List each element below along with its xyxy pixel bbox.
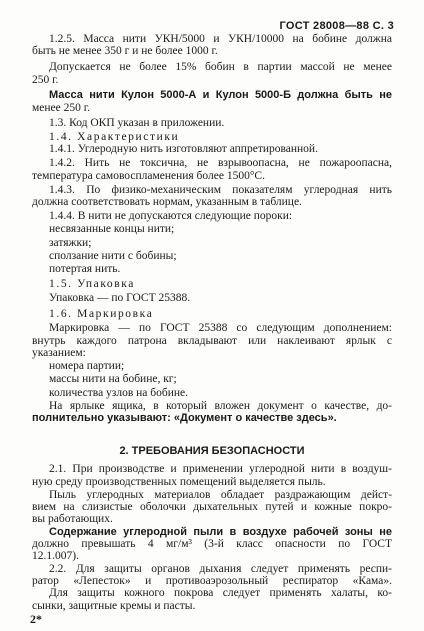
list-item: номера партии;	[49, 360, 125, 372]
text-line: менее 250 г.	[32, 101, 91, 114]
text-line: ную среду производственных помещений выделяется пыль.	[32, 475, 326, 488]
text-line: 1.4.3. По физико-механическим показателям углеродная нить	[49, 183, 392, 196]
text-line: 1.4.2. Нить не токсична, не взрывоопасна, не пожароопасна,	[49, 157, 392, 170]
list-item: массы нити на бобине, кг;	[49, 373, 177, 386]
text-line: указанием:	[32, 346, 86, 359]
list-item: несвязанные концы нити;	[49, 222, 175, 235]
text-line: Маркировка — по ГОСТ 25388 со следующим дополнением:	[49, 322, 392, 335]
text-line: Для защиты кожного покрова следует применять халаты, ко-	[49, 587, 392, 600]
text-line: сынки, защитные кремы и пасты.	[32, 599, 196, 612]
list-item: количества узлов на бобине.	[49, 386, 189, 399]
text-line: температура самовоспламенения более 1500°С.	[32, 169, 265, 182]
text-line: 1.3. Код ОКП указан в приложении.	[49, 116, 225, 129]
list-item: затяжки;	[49, 236, 92, 249]
text-line: Упаковка — по ГОСТ 25388.	[49, 292, 191, 305]
section-heading: 1.4. Характеристики	[49, 130, 180, 143]
text-line: 12.1.007).	[32, 550, 79, 563]
text-line: быть не менее 350 г и не более 1000 г.	[32, 45, 218, 58]
section-heading: 1.5. Упаковка	[49, 278, 136, 290]
list-item: потертая нить.	[49, 263, 121, 276]
text-line: ратор «Лепесток» и противоаэрозольный респиратор «Кама».	[32, 575, 392, 588]
text-line: вы работающих.	[32, 513, 113, 526]
text-line: полнительно указывают: «Документ о качестве здесь».	[32, 412, 337, 424]
text-line: должна соответствовать нормам, указанным в таблице.	[32, 196, 302, 209]
section-heading: 1.6. Маркировка	[49, 308, 154, 320]
text-line: 1.4.4. В нити не допускаются следующие пороки:	[49, 210, 293, 223]
text-line: 250 г.	[32, 73, 59, 86]
list-item: сползание нити с бобины;	[49, 249, 177, 262]
text-line: 2.2. Для защиты органов дыхания следует применять респи-	[49, 562, 392, 575]
text-line: должно превышать 4 мг/м³ (3-й класс опасности по ГОСТ	[32, 538, 392, 551]
text-line: 1.2.5. Масса нити УКН/5000 и УКН/10000 на бобине должна	[49, 33, 392, 45]
text-line: Допускается не более 15% бобин в партии массой не менее	[49, 61, 392, 74]
text-line: 1.4.1. Углеродную нить изготовляют аппретированной.	[49, 143, 318, 156]
text-line: внутрь каждого патрона вкладывают или наклеивают ярлык с	[32, 334, 392, 347]
page-header: ГОСТ 28008—88 С. 3	[279, 20, 394, 32]
section-title: 2. ТРЕБОВАНИЯ БЕЗОПАСНОСТИ	[119, 444, 305, 457]
footer-mark: 2*	[30, 612, 42, 626]
text-line: Масса нити Кулон 5000-А и Кулон 5000-Б должна быть не	[49, 89, 392, 102]
text-line: вием на слизистые оболочки дыхательных путей и кожные покро-	[32, 501, 392, 514]
text-line: 2.1. При производстве и применении углеродной нити в воздуш-	[49, 463, 392, 476]
text-line: На ярлыке ящика, в который вложен документ о качестве, до-	[49, 399, 392, 412]
text-line: Содержание углеродной пыли в воздухе рабочей зоны не	[49, 525, 392, 538]
text-line: Пыль углеродных материалов обладает раздражающим дейст-	[49, 488, 392, 501]
